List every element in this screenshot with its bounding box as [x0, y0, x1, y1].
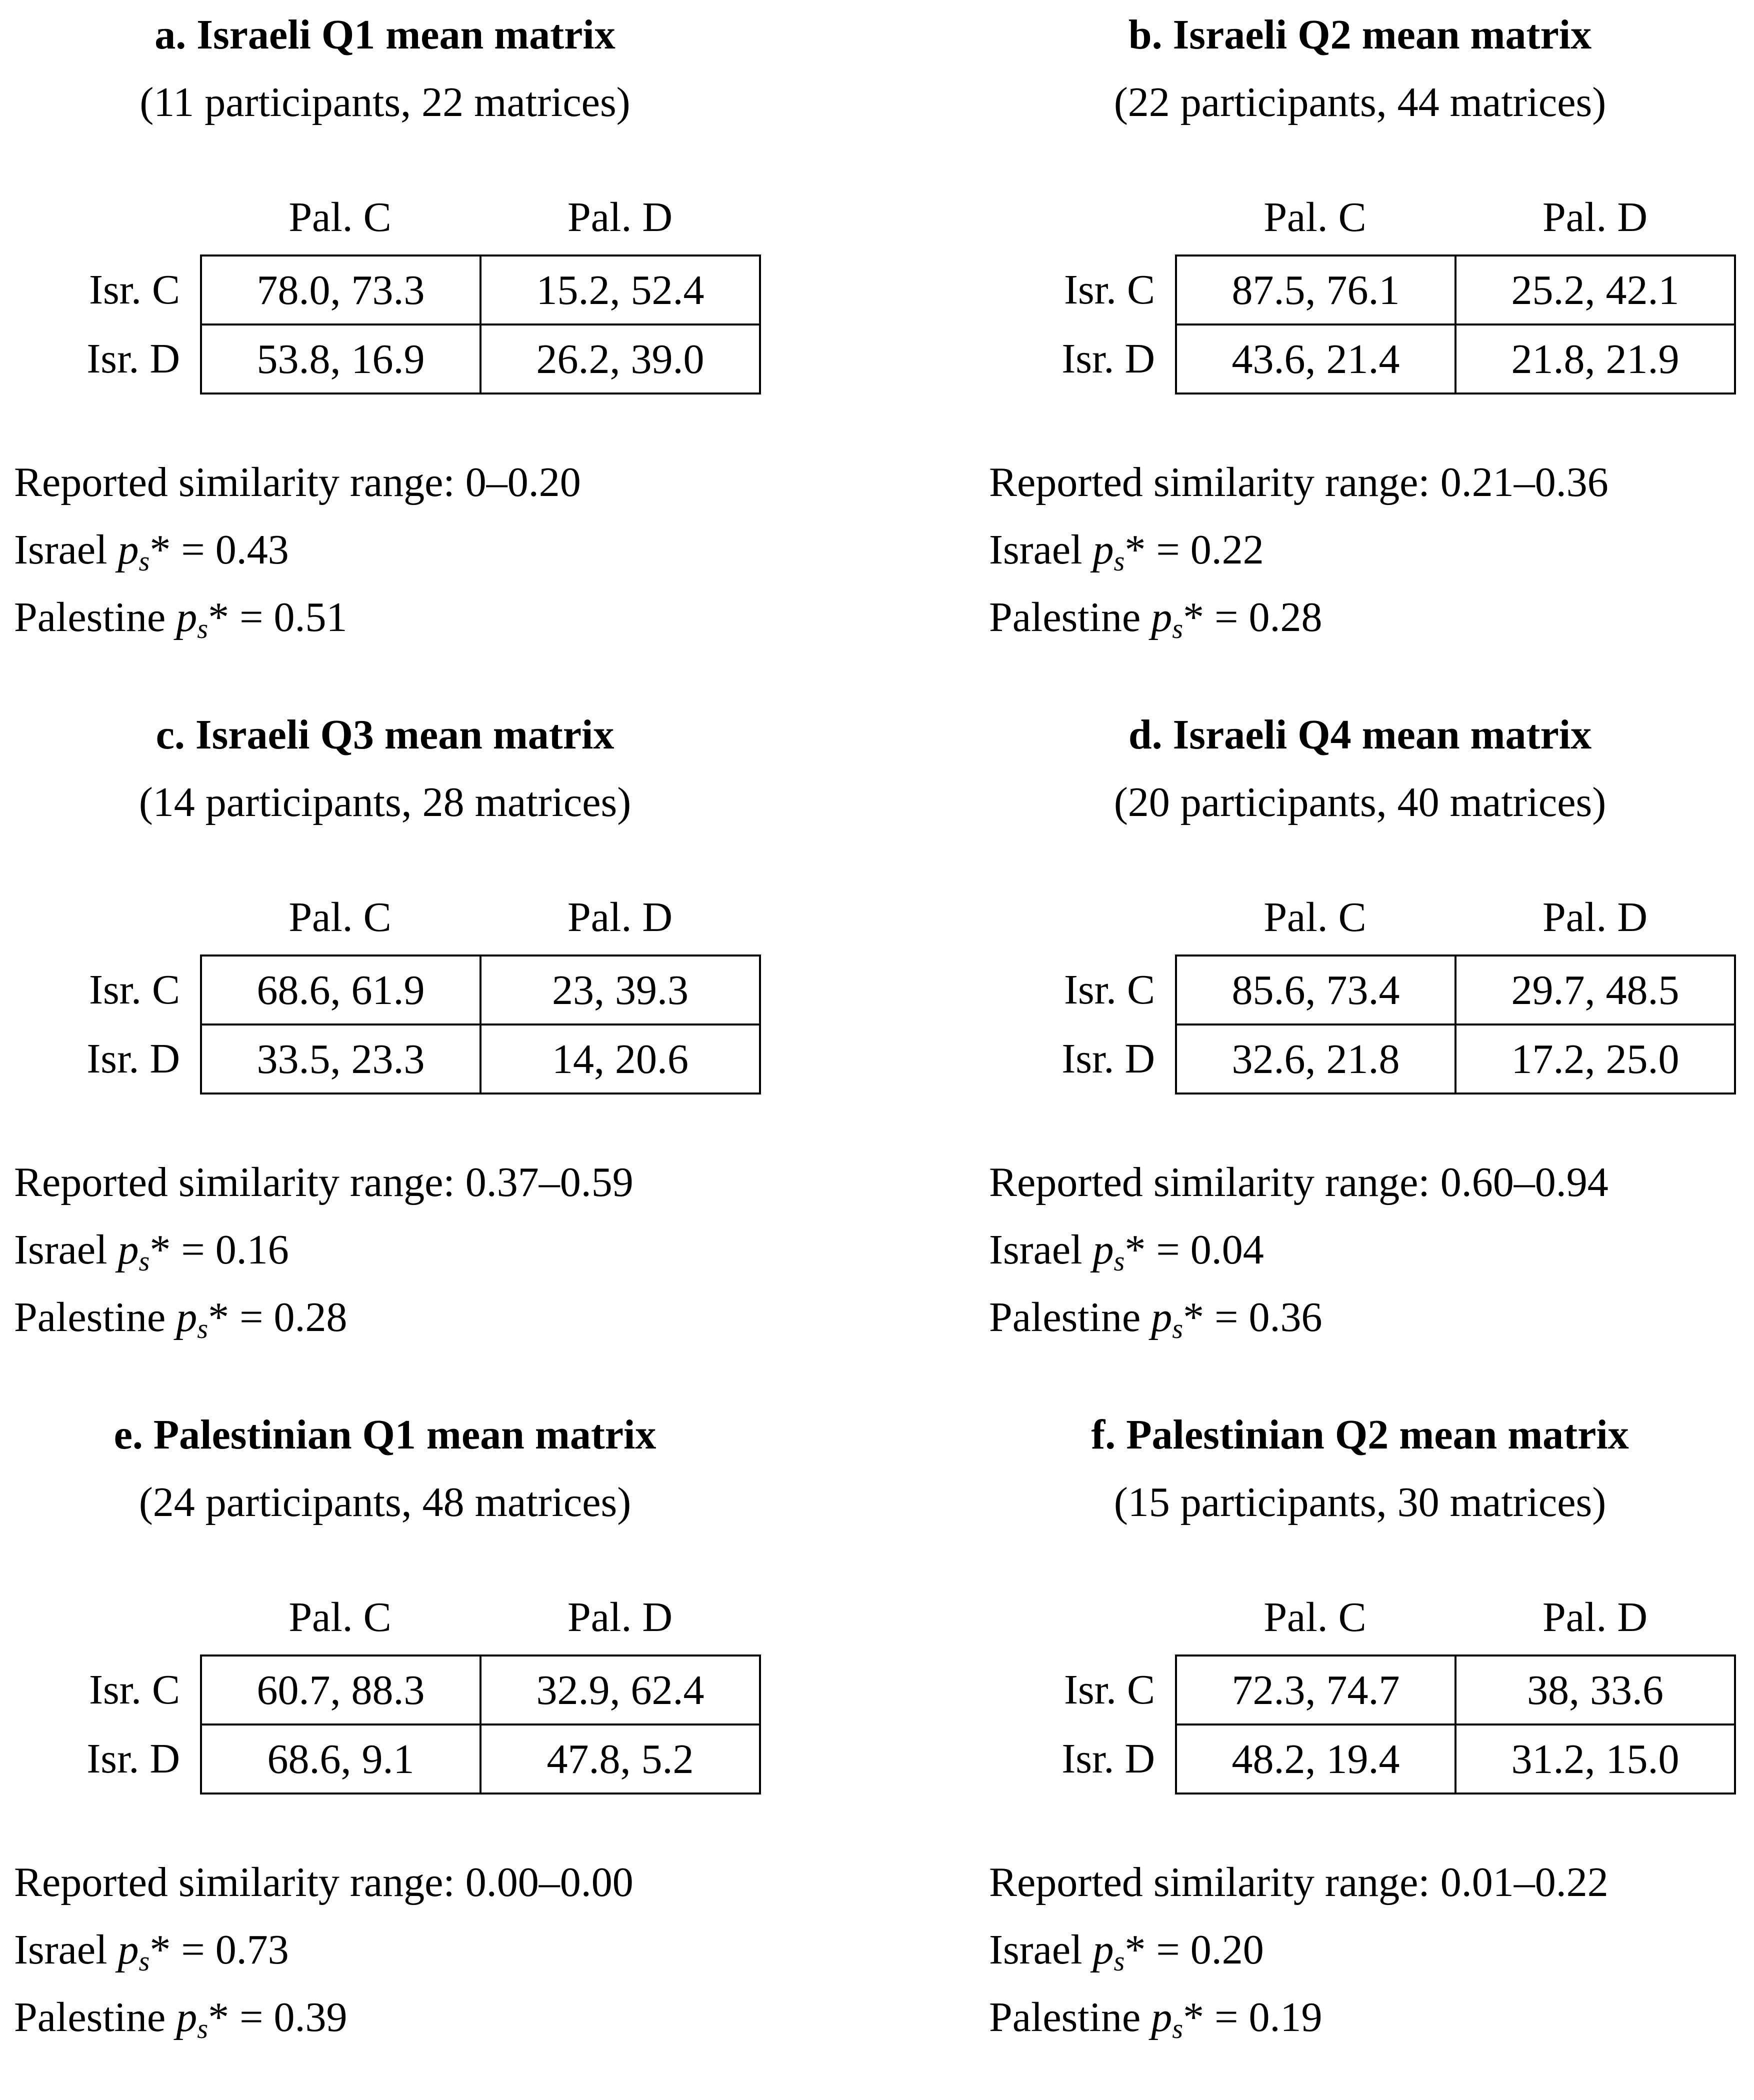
palestine-ps: Palestine $p_s* = 0.51$ — [14, 594, 348, 644]
similarity-label: Reported similarity range: — [14, 1159, 455, 1206]
israel-ps-value: 0.73 — [215, 1926, 289, 1973]
israel-label: Israel — [14, 1926, 108, 1973]
matrix-cell-cc: 85.6, 73.4 — [1176, 956, 1456, 1024]
payoff-matrix — [200, 254, 761, 394]
similarity-label: Reported similarity range: — [989, 1159, 1430, 1206]
matrix-cell-dd: 26.2, 39.0 — [480, 324, 760, 394]
matrix-cell-dd: 21.8, 21.9 — [1456, 324, 1735, 394]
similarity-value: 0.01–0.22 — [1440, 1859, 1608, 1906]
similarity-label: Reported similarity range: — [14, 1859, 455, 1906]
row-header-isr-c: Isr. C — [1064, 966, 1155, 1013]
matrix-cell-dc: 48.2, 19.4 — [1176, 1724, 1456, 1794]
matrix-cell-dc: 68.6, 9.1 — [201, 1724, 480, 1794]
col-header-pal-c: Pal. C — [1264, 894, 1366, 940]
row-header-isr-d: Isr. D — [86, 1736, 180, 1782]
matrix-cell-cc: 68.6, 61.9 — [201, 956, 480, 1024]
panel-subtitle: (11 participants, 22 matrices) — [140, 79, 630, 126]
palestine-label: Palestine — [989, 1994, 1141, 2040]
col-header-pal-c: Pal. C — [1264, 1594, 1366, 1640]
panel-subtitle: (15 participants, 30 matrices) — [1114, 1479, 1606, 1526]
palestine-ps-value: 0.39 — [274, 1994, 348, 2040]
matrix-cell-dc: 32.6, 21.8 — [1176, 1024, 1456, 1094]
matrix-cell-dd: 17.2, 25.0 — [1456, 1024, 1735, 1094]
panel-d — [975, 700, 1754, 1400]
col-header-pal-c: Pal. C — [288, 1594, 392, 1640]
panel-subtitle: (20 participants, 40 matrices) — [1114, 779, 1606, 826]
panel-a — [0, 0, 850, 700]
col-header-pal-d: Pal. D — [568, 894, 672, 940]
panel-subtitle: (14 participants, 28 matrices) — [138, 779, 632, 826]
similarity-value: 0.21–0.36 — [1440, 459, 1608, 506]
israel-ps-value: 0.22 — [1190, 526, 1264, 573]
palestine-ps-value: 0.28 — [1248, 594, 1322, 640]
palestine-ps-value: 0.19 — [1248, 1994, 1322, 2040]
matrix-cell-cd: 25.2, 42.1 — [1456, 256, 1735, 324]
similarity-label: Reported similarity range: — [14, 459, 455, 506]
palestine-ps-value: 0.28 — [274, 1294, 348, 1340]
similarity-range — [14, 452, 581, 512]
israel-ps-value: 0.20 — [1190, 1926, 1264, 1973]
matrix-cell-dd: 47.8, 5.2 — [480, 1724, 760, 1794]
palestine-ps-value: 0.51 — [274, 594, 348, 640]
palestine-ps: Palestine $p_s* = 0.28$ — [989, 594, 1322, 644]
matrix-cell-cd: 29.7, 48.5 — [1456, 956, 1735, 1024]
panel-f — [975, 1400, 1754, 2100]
palestine-label: Palestine — [989, 594, 1141, 640]
israel-ps: Israel $p_s* = 0.22$ — [989, 526, 1264, 577]
panel-title: d. Israeli Q4 mean matrix — [1128, 712, 1592, 758]
palestine-ps: Palestine $p_s* = 0.19$ — [989, 1994, 1322, 2044]
row-header-isr-c: Isr. C — [88, 1666, 180, 1713]
palestine-label: Palestine — [14, 1994, 166, 2040]
payoff-matrix — [200, 954, 761, 1094]
col-header-pal-d: Pal. D — [568, 194, 672, 240]
israel-ps: Israel $p_s* = 0.43$ — [14, 526, 289, 577]
payoff-matrix — [200, 1654, 761, 1794]
row-header-isr-d: Isr. D — [1062, 1036, 1155, 1082]
panel-title: c. Israeli Q3 mean matrix — [156, 712, 614, 758]
similarity-label: Reported similarity range: — [989, 1859, 1430, 1906]
israel-label: Israel — [989, 526, 1082, 573]
payoff-matrix — [1175, 254, 1736, 394]
row-header-isr-c: Isr. C — [1064, 266, 1155, 313]
col-header-pal-d: Pal. D — [1542, 194, 1648, 240]
col-header-pal-c: Pal. C — [288, 194, 392, 240]
matrix-cell-cc: 60.7, 88.3 — [201, 1656, 480, 1724]
palestine-ps: Palestine $p_s* = 0.39$ — [14, 1994, 348, 2044]
similarity-range — [989, 452, 1608, 512]
matrix-cell-dc: 43.6, 21.4 — [1176, 324, 1456, 394]
similarity-value: 0.00–0.00 — [465, 1859, 634, 1906]
israel-label: Israel — [989, 1226, 1082, 1273]
panel-e — [0, 1400, 850, 2100]
israel-ps: Israel $p_s* = 0.20$ — [989, 1926, 1264, 1977]
panel-title: f. Palestinian Q2 mean matrix — [1091, 1412, 1629, 1458]
matrix-cell-cd: 23, 39.3 — [480, 956, 760, 1024]
row-header-isr-d: Isr. D — [86, 336, 180, 382]
matrix-cell-dd: 14, 20.6 — [480, 1024, 760, 1094]
israel-ps: Israel $p_s* = 0.73$ — [14, 1926, 289, 1977]
israel-label: Israel — [14, 526, 108, 573]
matrix-cell-cc: 78.0, 73.3 — [201, 256, 480, 324]
row-header-isr-d: Isr. D — [86, 1036, 180, 1082]
row-header-isr-d: Isr. D — [1062, 1736, 1155, 1782]
payoff-matrix — [1175, 1654, 1736, 1794]
similarity-label: Reported similarity range: — [989, 459, 1430, 506]
similarity-range — [989, 1152, 1608, 1212]
matrix-cell-cd: 38, 33.6 — [1456, 1656, 1735, 1724]
col-header-pal-d: Pal. D — [568, 1594, 672, 1640]
palestine-label: Palestine — [14, 1294, 166, 1340]
row-header-isr-c: Isr. C — [88, 266, 180, 313]
israel-ps: Israel $p_s* = 0.04$ — [989, 1226, 1264, 1277]
matrix-cell-cc: 87.5, 76.1 — [1176, 256, 1456, 324]
panel-title: b. Israeli Q2 mean matrix — [1128, 12, 1592, 58]
panel-title: a. Israeli Q1 mean matrix — [154, 12, 616, 58]
israel-label: Israel — [14, 1226, 108, 1273]
matrix-cell-dd: 31.2, 15.0 — [1456, 1724, 1735, 1794]
row-header-isr-c: Isr. C — [1064, 1666, 1155, 1713]
israel-ps-value: 0.43 — [215, 526, 289, 573]
row-header-isr-d: Isr. D — [1062, 336, 1155, 382]
panel-subtitle: (22 participants, 44 matrices) — [1114, 79, 1606, 126]
matrix-cell-cc: 72.3, 74.7 — [1176, 1656, 1456, 1724]
col-header-pal-d: Pal. D — [1542, 1594, 1648, 1640]
palestine-ps: Palestine $p_s* = 0.28$ — [14, 1294, 348, 1344]
panel-c — [0, 700, 850, 1400]
similarity-value: 0.60–0.94 — [1440, 1159, 1608, 1206]
similarity-range — [14, 1152, 634, 1212]
col-header-pal-c: Pal. C — [1264, 194, 1366, 240]
panel-title: e. Palestinian Q1 mean matrix — [114, 1412, 656, 1458]
similarity-value: 0.37–0.59 — [465, 1159, 634, 1206]
matrix-cell-cd: 15.2, 52.4 — [480, 256, 760, 324]
row-header-isr-c: Isr. C — [88, 966, 180, 1013]
matrix-cell-cd: 32.9, 62.4 — [480, 1656, 760, 1724]
similarity-range — [989, 1852, 1608, 1912]
matrix-cell-dc: 53.8, 16.9 — [201, 324, 480, 394]
palestine-ps-value: 0.36 — [1248, 1294, 1322, 1340]
matrix-cell-dc: 33.5, 23.3 — [201, 1024, 480, 1094]
panel-subtitle: (24 participants, 48 matrices) — [138, 1479, 632, 1526]
payoff-matrix — [1175, 954, 1736, 1094]
israel-ps-value: 0.16 — [215, 1226, 289, 1273]
palestine-ps: Palestine $p_s* = 0.36$ — [989, 1294, 1322, 1344]
similarity-value: 0–0.20 — [465, 459, 581, 506]
palestine-label: Palestine — [989, 1294, 1141, 1340]
col-header-pal-c: Pal. C — [288, 894, 392, 940]
israel-ps-value: 0.04 — [1190, 1226, 1264, 1273]
col-header-pal-d: Pal. D — [1542, 894, 1648, 940]
palestine-label: Palestine — [14, 594, 166, 640]
israel-label: Israel — [989, 1926, 1082, 1973]
similarity-range — [14, 1852, 634, 1912]
israel-ps: Israel $p_s* = 0.16$ — [14, 1226, 289, 1277]
panel-b — [975, 0, 1754, 700]
